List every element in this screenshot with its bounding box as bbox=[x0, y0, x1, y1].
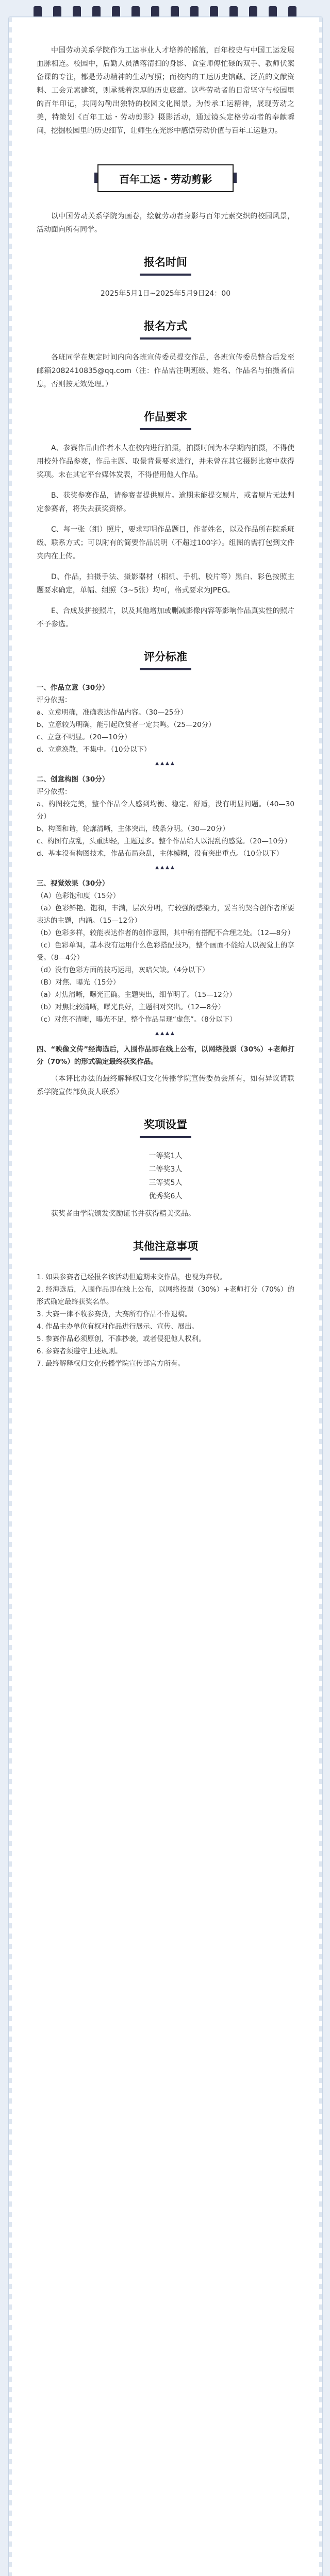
activity-title: 百年工运・劳动剪影 bbox=[97, 164, 234, 192]
article-content bbox=[9, 17, 322, 1370]
binding-ring bbox=[34, 6, 42, 18]
note-item: 2. 经海选后，入围作品即在线上公布，以网络投票（30%）+老师打分（70%）的形式确定最终获奖名单。 bbox=[37, 1285, 294, 1306]
triangle-divider: ▲▲▲▲ bbox=[155, 865, 176, 870]
heading-underline bbox=[140, 1136, 191, 1138]
criteria-line: b、构图和谐，轮廓清晰，主体突出，线条分明。（30—20分） bbox=[37, 825, 229, 833]
spacer bbox=[37, 1203, 294, 1207]
criteria-line: （B）对焦、曝光（15分） bbox=[37, 978, 120, 987]
binding-ring bbox=[288, 6, 296, 18]
criteria-group-title: 一、作品立意（30分） bbox=[37, 684, 109, 692]
heading-underline bbox=[140, 668, 191, 670]
criteria-line: （a）对焦清晰，曝光正确。主题突出，细节明了。（15—12分） bbox=[37, 991, 236, 999]
section-heading-criteria bbox=[37, 649, 294, 670]
binding-ring bbox=[171, 6, 179, 18]
binding-ring bbox=[229, 6, 238, 18]
binding-ring bbox=[210, 6, 218, 18]
criteria-line: d、立意涣散，不集中。（10分以下） bbox=[37, 745, 151, 754]
signup-method-text: 各班同学在规定时间内向各班宣传委员提交作品，各班宣传委员整合后发至邮箱2082410835@qq.com（注：作品需注明班级、姓名、作品名与拍摄者信息，否则按无效处理。） bbox=[37, 353, 294, 388]
section-heading-text: 报名时间 bbox=[144, 256, 187, 268]
requirement-item: B、获奖参赛作品，请参赛者提供原片。逾期未能提交原片，或者原片无法判定参赛者，将失去获奖资格。 bbox=[37, 492, 294, 513]
note-item: 4. 作品主办单位有权对作品进行展示、宣传、展出。 bbox=[37, 1323, 199, 1331]
criteria-group-title: 三、视觉效果（30分） bbox=[37, 879, 109, 888]
criteria-line: a、立意明确，准确表达作品内容。（30—25分） bbox=[37, 708, 188, 717]
criteria-line: c、构图有点乱，头重脚轻，主题过多。整个作品给人以混乱的感觉。（20—10分） bbox=[37, 837, 292, 845]
award-item: 一等奖1人 bbox=[148, 1152, 183, 1160]
binding-ring bbox=[112, 6, 120, 18]
theme-paragraph: 以中国劳动关系学院为画卷，绘就劳动者身影与百年元素交织的校园风景，活动面向所有同学。 bbox=[37, 212, 294, 234]
interpretation-note: （本评比办法的最终解释权归文化传播学院宣传委员会所有，如有异议请联系学院宣传部负责人联系） bbox=[37, 1075, 294, 1096]
binding-ring bbox=[92, 6, 101, 18]
requirement-item: C、每一张（组）照片，要求写明作品题目，作者姓名，以及作品所在院系班级、联系方式；可以附有的简要作品说明（不超过100字）。组图的需打包到文件夹内在上传。 bbox=[37, 526, 294, 561]
voting-note: 四、“映像文传”经海选后，入围作品即在线上公布，以网络投票（30%）+老师打分（70%）的形式确定最终获奖作品。 bbox=[37, 1045, 294, 1066]
triangle-divider: ▲▲▲▲ bbox=[155, 1031, 176, 1036]
binding-rings bbox=[34, 6, 296, 18]
award-item: 二等奖3人 bbox=[148, 1165, 183, 1174]
section-heading-notes bbox=[37, 1238, 294, 1260]
notebook-paper bbox=[8, 16, 323, 2576]
criteria-line: 评分依据： bbox=[37, 696, 72, 704]
binding-ring bbox=[151, 6, 159, 18]
section-heading-method bbox=[37, 318, 294, 340]
intro-paragraph: 中国劳动关系学院作为工运事业人才培养的摇篮，百年校史与中国工运发展血脉相连。校园中，后勤人员洒落清扫的身影、食堂师傅忙碌的双手、教师伏案备课的专注，都是劳动精神的生动写照；而校内的工运历史馆藏、泛黄的文献资料、工会元素建筑，则承载着深厚的历史底蕴。这些劳动者的日常坚守与校园里的百年印记，共同勾勒出独特的校园文化图景。为传承工运精神，展现劳动之美，特策划《百年工运・劳动剪影》摄影活动，通过镜头定格劳动者的奉献瞬间，挖掘校园里的历史细节，让师生在光影中感悟劳动价值与百年工运魅力。 bbox=[37, 46, 294, 135]
award-item: 三等奖5人 bbox=[148, 1179, 183, 1187]
criteria-line: c、立意不明显。（20—10分） bbox=[37, 733, 131, 741]
award-description: 获奖者由学院颁发奖励证书并获得精美奖品。 bbox=[51, 1210, 195, 1218]
section-heading-text: 奖项设置 bbox=[144, 1118, 187, 1131]
section-heading-requirements bbox=[37, 409, 294, 430]
binding-ring bbox=[190, 6, 199, 18]
requirement-item: D、作品，拍摄手法、摄影器材（相机、手机、胶片等）黑白、彩色按照主题要求确定，单幅、组照（3~5张）均可，格式要求为JPEG。 bbox=[37, 573, 294, 595]
binding-ring bbox=[131, 6, 140, 18]
criteria-line: 评分依据： bbox=[37, 788, 72, 796]
binding-ring bbox=[73, 6, 81, 18]
heading-underline bbox=[140, 428, 191, 430]
note-item: 3. 大赛一律不收参赛费，大赛所有作品不作退稿。 bbox=[37, 1310, 192, 1318]
section-heading-time bbox=[37, 254, 294, 276]
criteria-line: a、构图较完美，整个作品令人感到均衡、稳定、舒适，没有明显问题。（40—30分） bbox=[37, 800, 294, 821]
criteria-group-title: 二、创意构图（30分） bbox=[37, 775, 109, 784]
section-heading-text: 评分标准 bbox=[144, 651, 187, 663]
criteria-line: （c）对焦不清晰，曝光不足，整个作品呈现“虚焦”。（8分以下） bbox=[37, 1015, 237, 1024]
heading-underline bbox=[140, 1258, 191, 1260]
criteria-line: d、基本没有构图技术，作品布局杂乱，主体模糊，没有突出重点。（10分以下） bbox=[37, 850, 283, 858]
requirement-item: E、合成及拼接照片，以及其他增加或删减影像内容等影响作品真实性的照片不予参选。 bbox=[37, 607, 294, 629]
binding-ring bbox=[249, 6, 257, 18]
note-item: 1. 如果参赛者已经报名该活动但逾期未交作品，也视为弃权。 bbox=[37, 1273, 227, 1281]
note-item: 7. 最终解释权归文化传播学院宣传部官方所有。 bbox=[37, 1360, 185, 1368]
requirement-item: A、参赛作品由作者本人在校内进行拍摄，拍摄时间为本学期内拍摄，不得使用校外作品参赛，作品主题、取景背景要求进行，并未曾在其它摄影比赛中获得奖项。未在其它平台媒体发表，不得借用他人作品。 bbox=[37, 444, 294, 479]
binding-ring bbox=[53, 6, 61, 18]
criteria-line: （c）色彩单调，基本没有运用什么色彩搭配技巧，整个画面不能给人以视觉上的享受。（8—4分） bbox=[37, 941, 294, 962]
award-item: 优秀奖6人 bbox=[148, 1192, 183, 1200]
binding-ring bbox=[269, 6, 277, 18]
signup-time-text: 2025年5月1日~2025年5月9日24：00 bbox=[100, 290, 231, 298]
note-item: 5. 参赛作品必须原创，不准抄袭，或者侵犯他人权利。 bbox=[37, 1335, 206, 1343]
criteria-line: （a）色彩鲜艳、饱和，丰满，层次分明，有较强的感染力，妥当的契合创作者所要表达的主题，内涵。（15—12分） bbox=[37, 904, 294, 925]
criteria-line: （b）色彩多样，较能表达作者的创作意图，其中稍有搭配不合理之处。（12—8分） bbox=[37, 929, 295, 937]
triangle-divider: ▲▲▲▲ bbox=[155, 761, 176, 766]
section-heading-awards bbox=[37, 1116, 294, 1138]
criteria-line: b、立意较为明确，能引起欣赏者一定共鸣。（25—20分） bbox=[37, 721, 216, 729]
criteria-line: （A）色彩饱和度（15分） bbox=[37, 892, 120, 900]
heading-underline bbox=[140, 337, 191, 340]
spacer bbox=[37, 1068, 294, 1072]
criteria-line: （b）对焦比较清晰，曝光良好，主题相对突出。（12—8分） bbox=[37, 1003, 225, 1011]
section-heading-text: 报名方式 bbox=[144, 320, 187, 332]
criteria-line: （d）没有色彩方面的技巧运用，灰暗欠缺。（4分以下） bbox=[37, 966, 209, 974]
section-heading-text: 作品要求 bbox=[144, 411, 187, 423]
note-item: 6. 参赛者须遵守上述规则。 bbox=[37, 1347, 122, 1355]
heading-underline bbox=[140, 274, 191, 276]
section-heading-text: 其他注意事项 bbox=[133, 1240, 198, 1252]
